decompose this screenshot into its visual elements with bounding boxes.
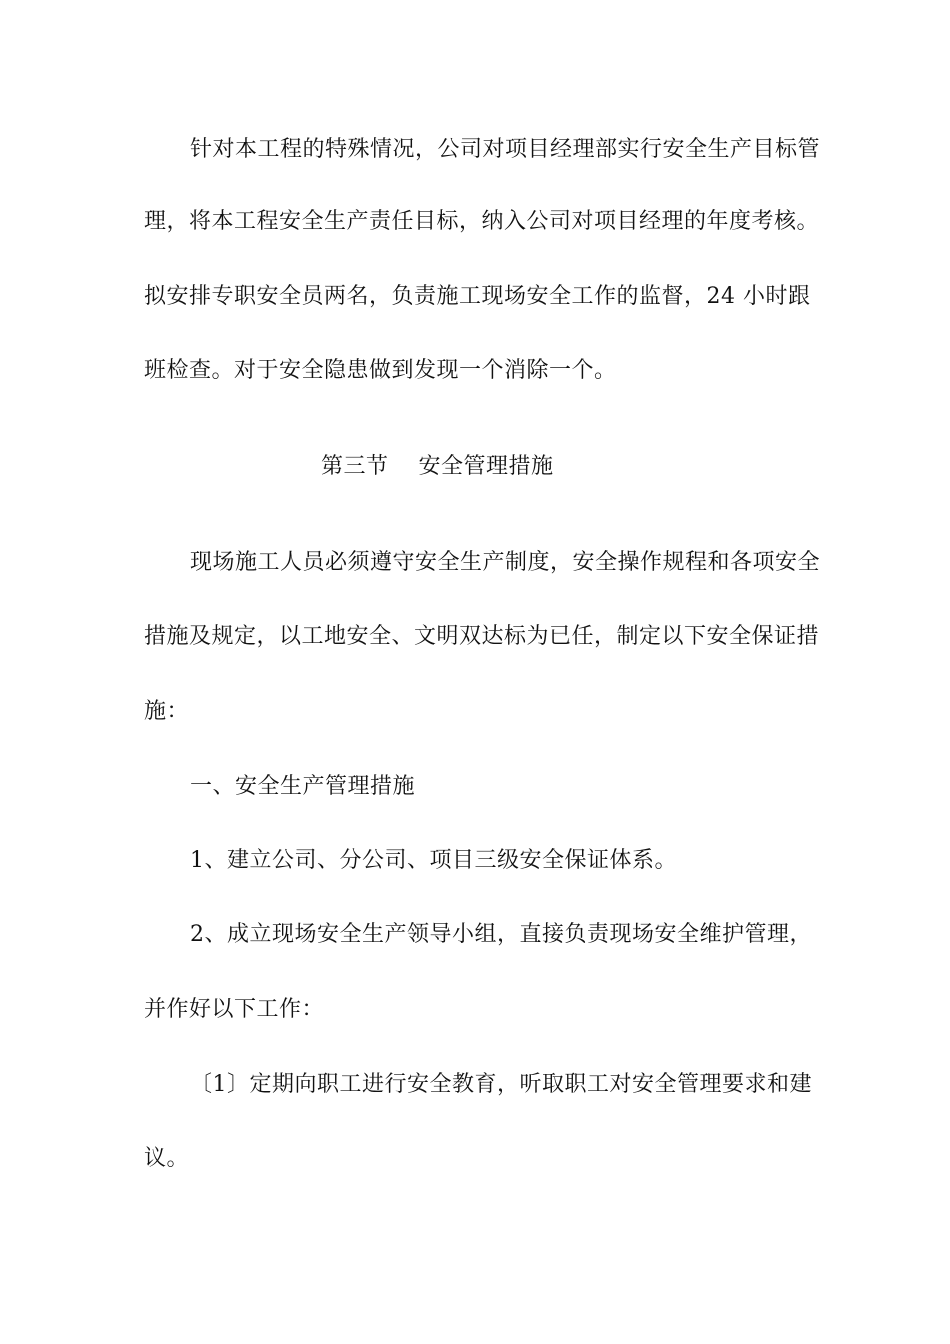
section-heading xyxy=(321,452,554,482)
intro-line-3: 拟安排专职安全员两名，负责施工现场安全工作的监督，24 小时跟 xyxy=(144,284,811,309)
section-title: 安全管理措施 xyxy=(418,454,554,479)
intro-line-4: 班检查。对于安全隐患做到发现一个消除一个。 xyxy=(144,358,617,383)
subheading: 一、安全生产管理措施 xyxy=(190,774,416,799)
list-item-1: 1、建立公司、分公司、项目三级安全保证体系。 xyxy=(190,848,677,873)
section-number: 第三节 xyxy=(321,454,389,479)
intro-line-1: 针对本工程的特殊情况，公司对项目经理部实行安全生产目标管 xyxy=(190,137,821,162)
section-body-line-1: 现场施工人员必须遵守安全生产制度，安全操作规程和各项安全 xyxy=(190,550,821,575)
intro-line-2: 理，将本工程安全生产责任目标，纳入公司对项目经理的年度考核。 xyxy=(144,209,820,234)
sub-item-1-line-1: 〔1〕定期向职工进行安全教育，听取职工对安全管理要求和建 xyxy=(190,1072,812,1097)
section-body-line-2: 措施及规定，以工地安全、文明双达标为已任，制定以下安全保证措 xyxy=(144,624,820,649)
list-item-2-line-2: 并作好以下工作： xyxy=(144,997,325,1022)
section-body-line-3: 施： xyxy=(144,699,190,724)
list-item-2-line-1: 2、成立现场安全生产领导小组，直接负责现场安全维护管理， xyxy=(190,922,812,947)
sub-item-1-line-2: 议。 xyxy=(144,1146,190,1171)
